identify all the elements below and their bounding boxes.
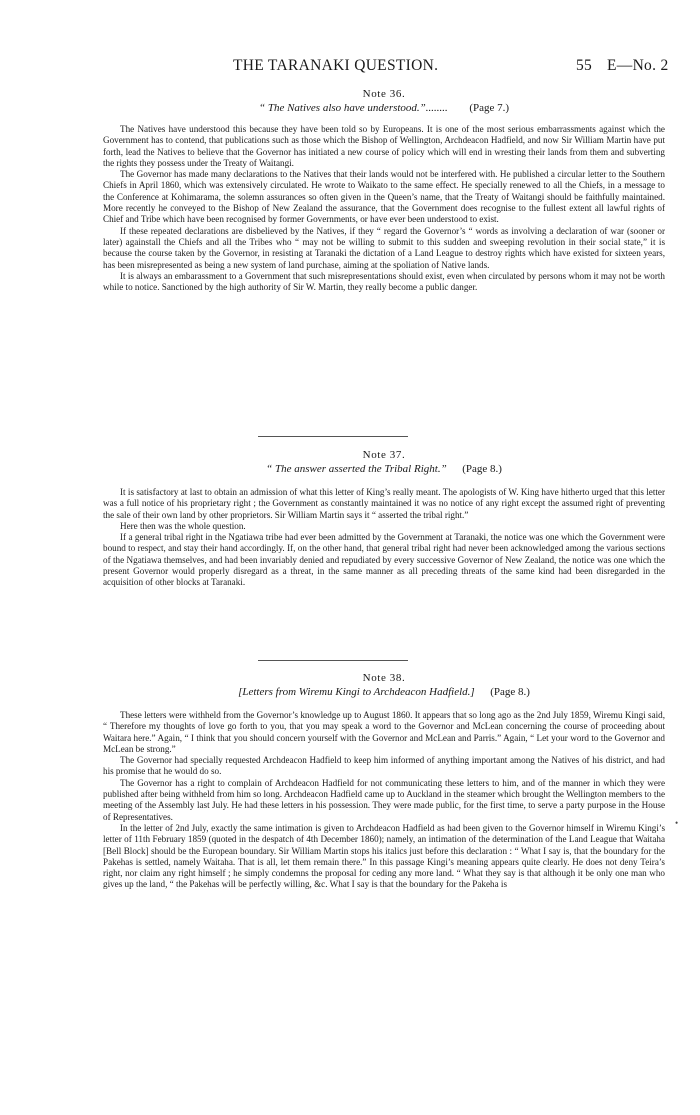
note-38-quote: [Letters from Wiremu Kingi to Archdeacon Hadfield.] (238, 686, 475, 698)
note-38-paragraph-4: In the letter of 2nd July, exactly the same intimation is given to Archdeacon Hadfield as had been given to the Governor himself in Wiremu Kingi’s letter of 11th February 1859 (quoted in the despatch of 4th December 1860); namely, an intimation of the determination of the Land League that Waitaha [Bell Block] should be the European boundary. Sir William Martin stops his italics just before this declaration : “ What I say is, that the boundary for the Pakehas is settled, namely Waitaha. That is all, let them remain there.” In this passage Kingi’s meaning appears quite clearly. He does not deny Teira’s right, nor claim any right himself ; he simply condemns the proposal for ceding any more land. “ What they say is that although it be only one man who gives up the land, “ the Pakehas will be perfectly willing, &c. What I say is that the boundary for the Pakeha is (103, 822, 665, 890)
running-header (0, 57, 700, 77)
note-38-section (103, 671, 665, 891)
note-36-paragraph-4: It is always an embarassment to a Government that such misrepresentations should exist, even when circulated by persons whom it may not be worth while to notice. Sanctioned by the high authority of Sir W. Martin, they really become a public danger. (103, 270, 665, 293)
page-number: 55 (576, 57, 593, 74)
note-38-heading: Note 38. (362, 672, 406, 684)
section-divider (258, 660, 408, 661)
note-37-subheading (103, 462, 665, 476)
note-37-paragraph-2: Here then was the whole question. (120, 520, 246, 531)
note-37-paragraph-3: If a general tribal right in the Ngatiawa tribe had ever been admitted by the Government at Taranaki, the notice was one which the Government were bound to respect, and stay their hand accordingly. If, on the other hand, that general tribal right had never been acknowledged among the various sections of the Ngatiawa themselves, and had been invariably denied and repudiated by every successive Governor of New Zealand, the notice was one which the present Governor would properly disregard as a threat, in the same manner as all preceding threats of the same kind had been disregarded in the acquisition of other blocks at Taranaki. (103, 532, 665, 588)
note-38-page-ref: (Page 8.) (490, 686, 530, 698)
margin-mark: • (675, 818, 679, 828)
note-38-paragraph-2: The Governor had specially requested Archdeacon Hadfield to keep him informed of anything important among the Natives of his district, and had his promise that he would do so. (103, 755, 665, 777)
note-36-quote: “ The Natives also have understood.”........ (258, 102, 448, 114)
document-reference: E—No. 2 (607, 57, 669, 74)
running-title: THE TARANAKI QUESTION. (233, 57, 439, 74)
note-36-subheading (103, 101, 665, 115)
note-38-paragraph-3: The Governor has a right to complain of Archdeacon Hadfield for not communicating these letters to him, and of the manner in which they were published after being withheld from him so long. Archdeacon Hadfield came up to Auckland in the steamer which brought the Wellington members to the meeting of the Assembly last July. He had these letters in his possession. They were made public, for the first time, to serve a party purpose in the House of Representatives. (103, 777, 665, 822)
note-37-quote: “ The answer asserted the Tribal Right.” (266, 463, 447, 475)
note-37-heading: Note 37. (362, 449, 406, 461)
note-38-paragraph-1: These letters were withheld from the Governor’s knowledge up to August 1860. It appears that so long ago as the 2nd July 1859, Wiremu Kingi said, “ Therefore my thoughts of love go forth to you, that you may speak a word to the Governor and McLean concerning the course of proceeding about Waitara here.” Again, “ I think that you should concern yourself with the Governor and McLean and Parris.” Again, “ Let your word to the Governor and McLean be strong.” (103, 710, 665, 754)
note-38-subheading (103, 685, 665, 699)
section-divider (258, 436, 408, 437)
note-36-paragraph-2: The Governor has made many declarations to the Natives that their lands would not be interfered with. He published a circular letter to the Southern Chiefs in April 1860, which was extensively circulated. He wrote to Waikato to the same effect. He specially renewed to all the Chiefs, in a message to the Conference at Kohimarama, the solemn assurances so often given in the Queen’s name, that the Treaty of Waitangi should be faithfully maintained. More recently he conveyed to the Bishop of New Zealand the assurance, that the Government does recognise to the fullest extent all lawful rights of Chief and Tribe which have been recognised by former Governments, or have ever been understood to exist. (103, 169, 665, 225)
note-36-section (103, 87, 665, 293)
note-36-page-ref: (Page 7.) (469, 102, 510, 114)
note-36-heading: Note 36. (362, 88, 406, 100)
note-37-page-ref: (Page 8.) (462, 463, 502, 475)
note-36-paragraph-1: The Natives have understood this because they have been told so by Europeans. It is one of the most serious embarrassments against which the Government has to contend, that publications such as those which the Bishop of Wellington, Archdeacon Hadfield, and now Sir William Martin have put forth, lead the Natives to believe that the Governor has initiated a new course of policy which will end in wresting their lands from them and subverting the rights they possess under the Treaty of Waitangi. (103, 124, 665, 168)
note-37-section (103, 448, 665, 589)
note-36-paragraph-3: If these repeated declarations are disbelieved by the Natives, if they “ regard the Governor’s “ words as involving a declaration of war (sooner or later) againstall the Chiefs and all the Tribes who “ may not be willing to submit to this sudden and sweeping revolution in their social state,” it is because the course taken by the Governor, in resisting at Taranaki the dictation of a Land League to destroy rights which have existed for sixteen years, has been misrepresented as being a new system of land purchase, aiming at the spoliation of Native lands. (103, 225, 665, 270)
note-37-paragraph-1: It is satisfactory at last to obtain an admission of what this letter of King’s really meant. The apologists of W. King have hitherto urged that this letter was a full notice of his proprietary right ; the Government as constantly maintained it was no notice of any right except the assumed right of preventing the sale of their own land by other proprietors. Sir William Martin says it “ asserted the tribal right.” (103, 487, 665, 520)
